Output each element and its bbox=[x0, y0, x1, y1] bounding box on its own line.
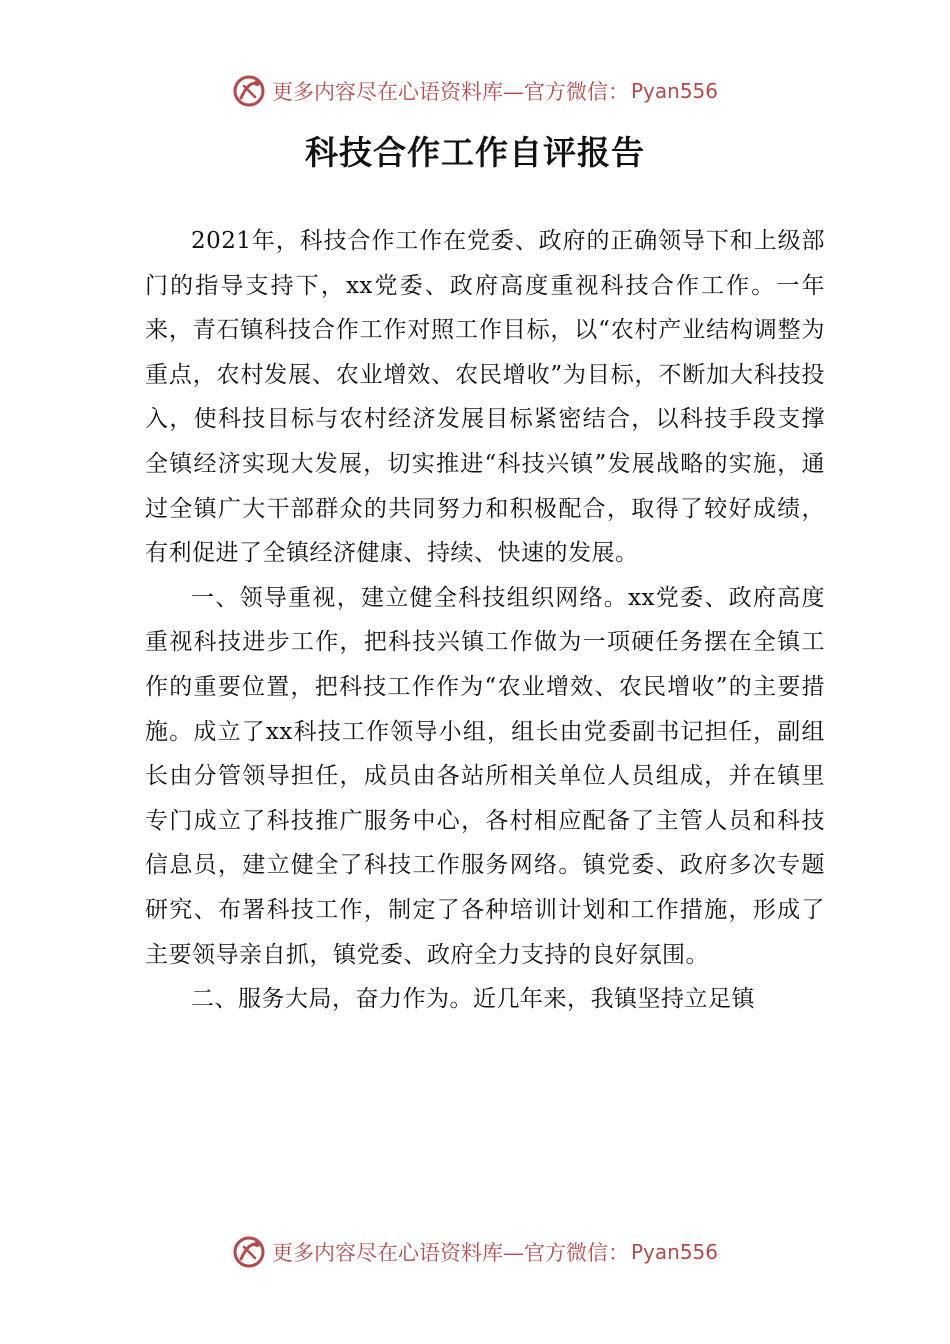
paragraph-section-1: 一、领导重视，建立健全科技组织网络。xx党委、政府高度重视科技进步工作，把科技兴镇工作做为一项硬任务摆在全镇工作的重要位置，把科技工作作为“农业增效、农民增收”的主要措施。成立了xx科技工作领导小组，组长由党委副书记担任，副组长由分管领导担任，成员由各站所相关单位人员组成，并在镇里专门成立了科技推广服务中心，各村相应配备了主管人员和科技信息员，建立健全了科技工作服务网络。镇党委、政府多次专题研究、布署科技工作，制定了各种培训计划和工作措施，形成了主要领导亲自抓，镇党委、政府全力支持的良好氛围。 bbox=[145, 584, 825, 968]
document-title: 科技合作工作自评报告 bbox=[305, 133, 645, 172]
watermark-text: 更多内容尽在心语资料库—官方微信： bbox=[271, 1241, 629, 1265]
paragraph-section-2: 二、服务大局，奋力作为。近几年来，我镇坚持立足镇 bbox=[191, 986, 755, 1013]
footer-watermark bbox=[0, 1235, 950, 1269]
seal-logo-icon bbox=[232, 1235, 266, 1269]
header-watermark bbox=[0, 74, 950, 108]
document-body bbox=[145, 219, 825, 1022]
watermark-wechat-id: Pyan556 bbox=[630, 1240, 718, 1264]
watermark-text: 更多内容尽在心语资料库—官方微信： bbox=[271, 80, 629, 104]
paragraph-intro: 2021年，科技合作工作在党委、政府的正确领导下和上级部门的指导支持下，xx党委、政府高度重视科技合作工作。一年来，青石镇科技合作工作对照工作目标，以“农村产业结构调整为重点，农村发展、农业增效、农民增收”为目标，不断加大科技投入，使科技目标与农村经济发展目标紧密结合，以科技手段支撑全镇经济实现大发展，切实推进“科技兴镇”发展战略的实施，通过全镇广大干部群众的共同努力和积极配合，取得了较好成绩，有利促进了全镇经济健康、持续、快速的发展。 bbox=[145, 228, 825, 567]
seal-logo-icon bbox=[232, 74, 266, 108]
watermark-wechat-id: Pyan556 bbox=[630, 79, 718, 103]
